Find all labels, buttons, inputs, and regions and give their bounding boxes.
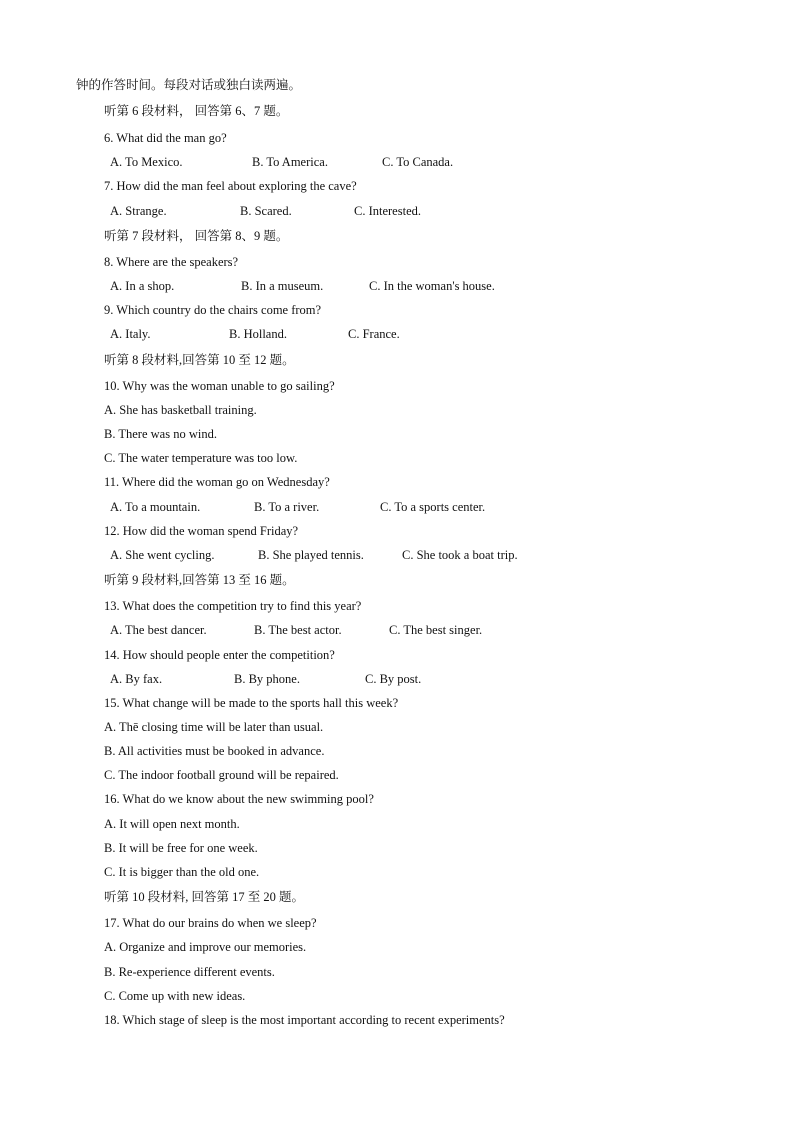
question-10-option-c: C. The water temperature was too low. xyxy=(104,451,298,465)
question-12: 12. How did the woman spend Friday? xyxy=(104,524,299,538)
section-heading-9: 听第 9 段材料,回答第 13 至 16 题。 xyxy=(104,573,295,587)
question-10: 10. Why was the woman unable to go sailing? xyxy=(104,379,335,393)
question-12-option-c: C. She took a boat trip. xyxy=(402,548,518,562)
question-15-option-b: B. All activities must be booked in advance. xyxy=(104,744,325,758)
intro-text: 钟的作答时间。每段对话或独白读两遍。 xyxy=(76,78,302,92)
question-11: 11. Where did the woman go on Wednesday? xyxy=(104,475,330,489)
question-16: 16. What do we know about the new swimming pool? xyxy=(104,792,374,806)
question-6: 6. What did the man go? xyxy=(104,131,227,145)
question-9-option-c: C. France. xyxy=(348,327,400,341)
question-13-option-c: C. The best singer. xyxy=(389,623,483,637)
question-15-option-c: C. The indoor football ground will be repaired. xyxy=(104,768,339,782)
question-13-option-b: B. The best actor. xyxy=(254,623,342,637)
question-7: 7. How did the man feel about exploring the cave? xyxy=(104,179,357,193)
question-16-option-b: B. It will be free for one week. xyxy=(104,841,258,855)
question-11-option-c: C. To a sports center. xyxy=(380,500,486,514)
question-12-option-b: B. She played tennis. xyxy=(258,548,364,562)
question-13: 13. What does the competition try to find this year? xyxy=(104,599,362,613)
question-14-option-a: A. By fax. xyxy=(110,672,163,686)
question-6-option-c: C. To Canada. xyxy=(382,155,454,169)
question-6-option-b: B. To America. xyxy=(252,155,328,169)
question-8-option-c: C. In the woman's house. xyxy=(369,279,495,293)
question-6-option-a: A. To Mexico. xyxy=(110,155,183,169)
question-14-option-b: B. By phone. xyxy=(234,672,300,686)
question-8-option-b: B. In a museum. xyxy=(241,279,324,293)
question-10-option-a: A. She has basketball training. xyxy=(104,403,257,417)
question-7-option-a: A. Strange. xyxy=(110,204,167,218)
question-11-option-a: A. To a mountain. xyxy=(110,500,201,514)
question-14-option-c: C. By post. xyxy=(365,672,422,686)
question-13-option-a: A. The best dancer. xyxy=(110,623,207,637)
question-9-option-b: B. Holland. xyxy=(229,327,287,341)
question-17-option-b: B. Re-experience different events. xyxy=(104,965,275,979)
question-7-option-b: B. Scared. xyxy=(240,204,292,218)
question-9-option-a: A. Italy. xyxy=(110,327,151,341)
question-15-option-a: A. Thē closing time will be later than usual. xyxy=(104,720,324,734)
question-12-option-a: A. She went cycling. xyxy=(110,548,215,562)
question-16-option-a: A. It will open next month. xyxy=(104,817,240,831)
question-8: 8. Where are the speakers? xyxy=(104,255,239,269)
section-heading-10: 听第 10 段材料, 回答第 17 至 20 题。 xyxy=(104,890,305,904)
section-heading-8: 听第 8 段材料,回答第 10 至 12 题。 xyxy=(104,353,295,367)
question-17-option-a: A. Organize and improve our memories. xyxy=(104,940,307,954)
section-heading-7: 听第 7 段材料， 回答第 8、9 题。 xyxy=(104,229,289,243)
question-16-option-c: C. It is bigger than the old one. xyxy=(104,865,260,879)
question-11-option-b: B. To a river. xyxy=(254,500,320,514)
question-7-option-c: C. Interested. xyxy=(354,204,421,218)
question-17: 17. What do our brains do when we sleep? xyxy=(104,916,317,930)
question-9: 9. Which country do the chairs come from? xyxy=(104,303,322,317)
question-10-option-b: B. There was no wind. xyxy=(104,427,217,441)
question-17-option-c: C. Come up with new ideas. xyxy=(104,989,246,1003)
question-15: 15. What change will be made to the sports hall this week? xyxy=(104,696,399,710)
question-8-option-a: A. In a shop. xyxy=(110,279,175,293)
question-18: 18. Which stage of sleep is the most important according to recent experiments? xyxy=(104,1013,505,1027)
section-heading-6: 听第 6 段材料， 回答第 6、7 题。 xyxy=(104,104,289,118)
question-14: 14. How should people enter the competition? xyxy=(104,648,335,662)
